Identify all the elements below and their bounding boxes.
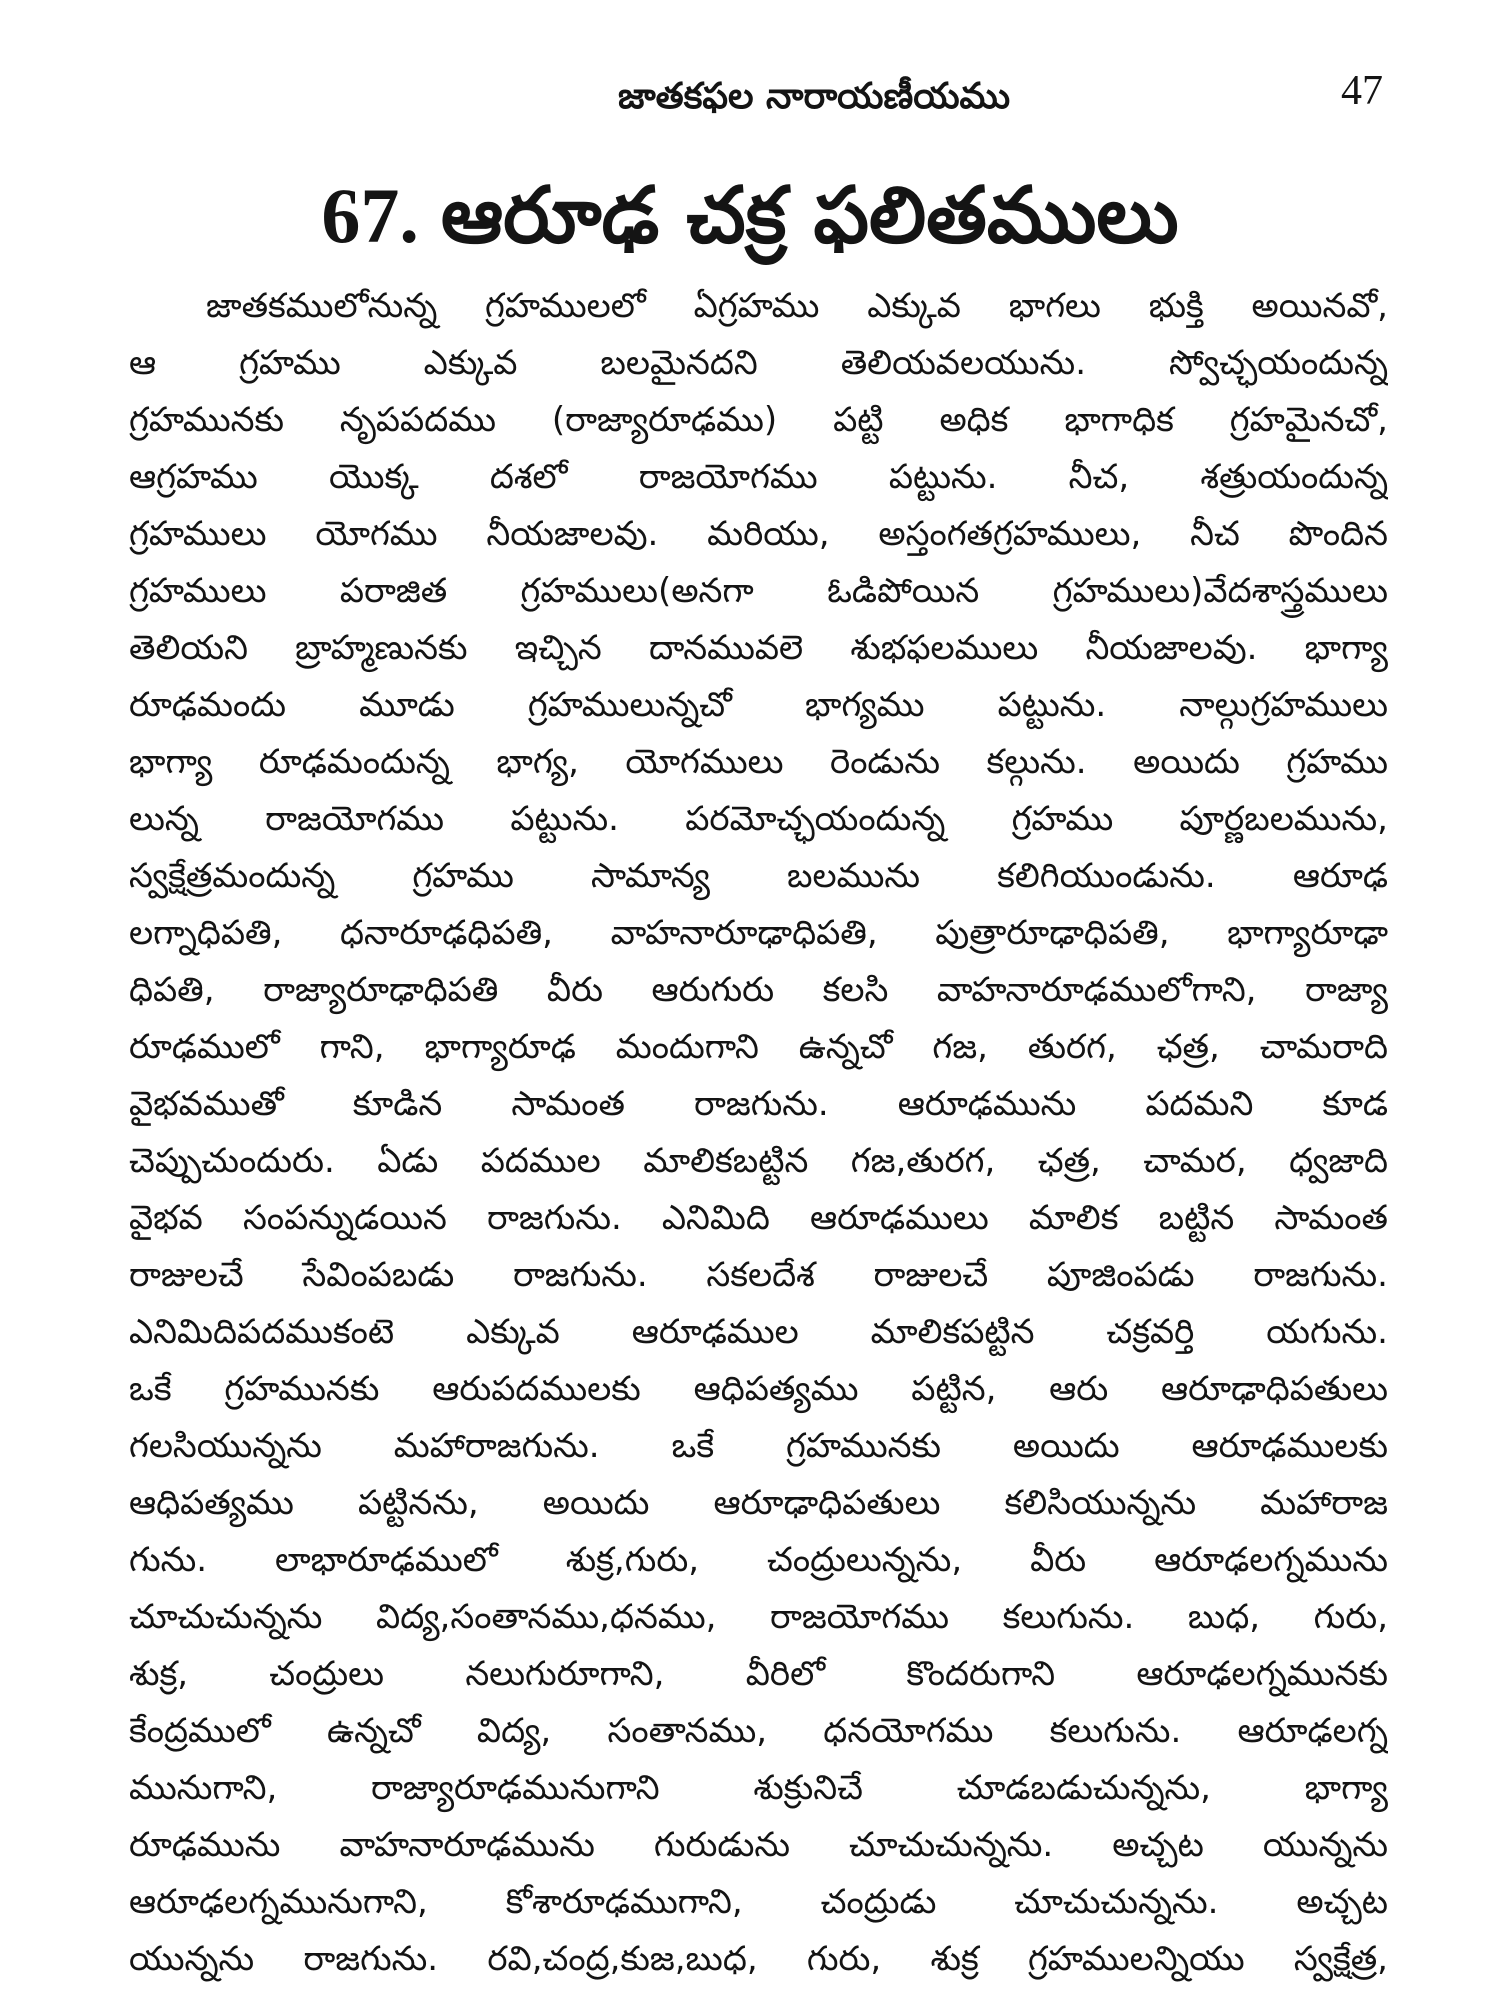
text-line: ఆరూఢలగ్నమునుగాని, కోశారూఢముగాని, చంద్రుడు చూచుచున్నను. అచ్చట xyxy=(129,1882,1388,1922)
text-line: వైభవ సంపన్నుడయిన రాజగును. ఎనిమిది ఆరూఢములు మాలిక బట్టిన సామంత xyxy=(129,1198,1388,1238)
text-line: గ్రహమునకు నృపపదము (రాజ్యారూఢము) పట్టి అధిక భాగాధిక గ్రహమైనచో, xyxy=(129,400,1388,440)
page-number: 47 xyxy=(1341,68,1383,114)
text-line: రూఢమును వాహనారూఢమును గురుడును చూచుచున్నను. అచ్చట యున్నను xyxy=(129,1825,1388,1865)
text-line: చూచుచున్నను విద్య,సంతానము,ధనము, రాజయోగము కలుగును. బుధ, గురు, xyxy=(129,1597,1388,1637)
text-line: రూఢమందు మూడు గ్రహములున్నచో భాగ్యము పట్టును. నాల్గుగ్రహములు xyxy=(129,685,1388,725)
text-line: మునుగాని, రాజ్యారూఢమునుగాని శుక్రునిచే చూడబడుచున్నను, భాగ్యా xyxy=(129,1768,1388,1808)
text-line: రూఢములో గాని, భాగ్యారూఢ మందుగాని ఉన్నచో గజ, తురగ, ఛత్ర, చామరాది xyxy=(129,1027,1388,1067)
body-text xyxy=(129,278,1388,1988)
text-line: గ్రహములు పరాజిత గ్రహములు(అనగా ఓడిపోయిన గ్రహములు)వేదశాస్త్రములు xyxy=(129,571,1388,611)
running-title: జాతకఫల నారాయణీయము xyxy=(617,76,1011,117)
text-line: గ్రహములు యోగము నీయజాలవు. మరియు, అస్తంగతగ్రహములు, నీచ పొందిన xyxy=(129,514,1388,554)
text-line: గును. లాభారూఢములో శుక్ర,గురు, చంద్రులున్నను, వీరు ఆరూఢలగ్నమును xyxy=(129,1540,1388,1580)
text-line: కేంద్రములో ఉన్నచో విద్య, సంతానము, ధనయోగము కలుగును. ఆరూఢలగ్న xyxy=(129,1711,1388,1751)
chapter-title xyxy=(150,166,1350,266)
text-line: ఎనిమిదిపదముకంటె ఎక్కువ ఆరూఢముల మాలికపట్టిన చక్రవర్తి యగును. xyxy=(129,1312,1388,1352)
text-line: తెలియని బ్రాహ్మణునకు ఇచ్చిన దానమువలె శుభఫలములు నీయజాలవు. భాగ్యా xyxy=(129,628,1388,668)
chapter-name: ఆరూఢ చక్ర ఫలితములు xyxy=(440,171,1179,261)
text-line: ఒకే గ్రహమునకు ఆరుపదములకు ఆధిపత్యము పట్టిన, ఆరు ఆరూఢాధిపతులు xyxy=(129,1369,1388,1409)
text-line: శుక్ర, చంద్రులు నలుగురూగాని, వీరిలో కొందరుగాని ఆరూఢలగ్నమునకు xyxy=(129,1654,1388,1694)
text-line: స్వక్షేత్రమందున్న గ్రహము సామాన్య బలమును కలిగియుండును. ఆరూఢ xyxy=(129,856,1388,896)
chapter-number: 67. xyxy=(321,172,419,259)
text-line: ఆ గ్రహము ఎక్కువ బలమైనదని తెలియవలయును. స్వోచ్ఛయందున్న xyxy=(129,343,1388,383)
text-line: వైభవముతో కూడిన సామంత రాజగును. ఆరూఢమును పదమని కూడ xyxy=(129,1084,1388,1124)
text-line: ఆగ్రహము యొక్క దశలో రాజయోగము పట్టును. నీచ, శత్రుయందున్న xyxy=(129,457,1388,497)
text-line: భాగ్యా రూఢమందున్న భాగ్య, యోగములు రెండును కల్గును. అయిదు గ్రహము xyxy=(129,742,1388,782)
text-line: చెప్పుచుందురు. ఏడు పదముల మాలికబట్టిన గజ,తురగ, ఛత్ర, చామర, ధ్వజాది xyxy=(129,1141,1388,1181)
text-line: జాతకములోనున్న గ్రహములలో ఏగ్రహము ఎక్కువ భాగలు భుక్తి అయినవో, xyxy=(206,286,1388,326)
text-line: రాజులచే సేవింపబడు రాజగును. సకలదేశ రాజులచే పూజింపడు రాజగును. xyxy=(129,1255,1388,1295)
text-line: ఆధిపత్యము పట్టినను, అయిదు ఆరూఢాధిపతులు కలిసియున్నను మహారాజ xyxy=(129,1483,1388,1523)
text-line: యున్నను రాజగును. రవి,చంద్ర,కుజ,బుధ, గురు, శుక్ర గ్రహములన్నియు స్వక్షేత్ర, xyxy=(129,1939,1388,1979)
text-line: లగ్నాధిపతి, ధనారూఢధిపతి, వాహనారూఢాధిపతి, పుత్రారూఢాధిపతి, భాగ్యారూఢా xyxy=(129,913,1388,953)
text-line: గలసియున్నను మహారాజగును. ఒకే గ్రహమునకు అయిదు ఆరూఢములకు xyxy=(129,1426,1388,1466)
text-line: లున్న రాజయోగము పట్టును. పరమోచ్ఛయందున్న గ్రహము పూర్ణబలమును, xyxy=(129,799,1388,839)
text-line: ధిపతి, రాజ్యారూఢాధిపతి వీరు ఆరుగురు కలసి వాహనారూఢములోగాని, రాజ్యా xyxy=(129,970,1388,1010)
